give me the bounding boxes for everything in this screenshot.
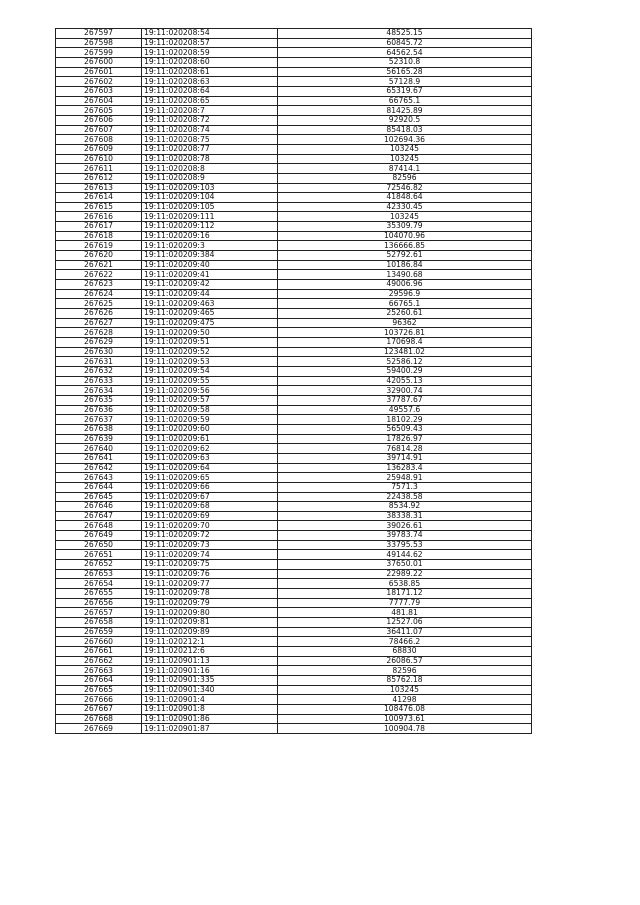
table-row xyxy=(56,144,532,154)
value-cell: 76814.28 xyxy=(278,444,532,454)
value-cell: 52792.61 xyxy=(278,251,532,261)
cadastral-number-cell: 19:11:020901:4 xyxy=(142,695,278,705)
value-cell: 82596 xyxy=(278,173,532,183)
cadastral-number-cell: 19:11:020209:41 xyxy=(142,270,278,280)
row-number-cell: 267669 xyxy=(56,724,142,734)
row-number-cell: 267644 xyxy=(56,482,142,492)
cadastral-number-cell: 19:11:020208:59 xyxy=(142,48,278,58)
value-cell: 60845.72 xyxy=(278,38,532,48)
cadastral-number-cell: 19:11:020208:63 xyxy=(142,77,278,87)
table-row xyxy=(56,511,532,521)
table-row xyxy=(56,473,532,483)
value-cell: 37650.01 xyxy=(278,560,532,570)
cadastral-number-cell: 19:11:020209:73 xyxy=(142,540,278,550)
cadastral-number-cell: 19:11:020209:76 xyxy=(142,569,278,579)
cadastral-number-cell: 19:11:020209:112 xyxy=(142,222,278,232)
value-cell: 136283.4 xyxy=(278,463,532,473)
row-number-cell: 267617 xyxy=(56,222,142,232)
table-row xyxy=(56,193,532,203)
cadastral-number-cell: 19:11:020209:475 xyxy=(142,318,278,328)
cadastral-number-cell: 19:11:020209:62 xyxy=(142,444,278,454)
table-row xyxy=(56,222,532,232)
cadastral-number-cell: 19:11:020209:384 xyxy=(142,251,278,261)
row-number-cell: 267634 xyxy=(56,386,142,396)
row-number-cell: 267605 xyxy=(56,106,142,116)
cadastral-number-cell: 19:11:020209:61 xyxy=(142,434,278,444)
value-cell: 170698.4 xyxy=(278,338,532,348)
cadastral-number-cell: 19:11:020901:8 xyxy=(142,704,278,714)
table-row xyxy=(56,695,532,705)
row-number-cell: 267666 xyxy=(56,695,142,705)
table-row xyxy=(56,492,532,502)
value-cell: 39783.74 xyxy=(278,531,532,541)
value-cell: 36411.07 xyxy=(278,627,532,637)
table-row xyxy=(56,38,532,48)
table-row xyxy=(56,338,532,348)
cadastral-number-cell: 19:11:020901:13 xyxy=(142,656,278,666)
value-cell: 41848.64 xyxy=(278,193,532,203)
row-number-cell: 267625 xyxy=(56,299,142,309)
value-cell: 37787.67 xyxy=(278,395,532,405)
value-cell: 38338.31 xyxy=(278,511,532,521)
row-number-cell: 267600 xyxy=(56,57,142,67)
value-cell: 103245 xyxy=(278,212,532,222)
table-row xyxy=(56,96,532,106)
row-number-cell: 267642 xyxy=(56,463,142,473)
value-cell: 13490.68 xyxy=(278,270,532,280)
value-cell: 42330.45 xyxy=(278,202,532,212)
cadastral-number-cell: 19:11:020209:89 xyxy=(142,627,278,637)
cadastral-number-cell: 19:11:020209:79 xyxy=(142,598,278,608)
table-row xyxy=(56,173,532,183)
row-number-cell: 267664 xyxy=(56,675,142,685)
cadastral-number-cell: 19:11:020208:78 xyxy=(142,154,278,164)
cadastral-number-cell: 19:11:020901:335 xyxy=(142,675,278,685)
value-cell: 26086.57 xyxy=(278,656,532,666)
row-number-cell: 267615 xyxy=(56,202,142,212)
row-number-cell: 267620 xyxy=(56,251,142,261)
row-number-cell: 267602 xyxy=(56,77,142,87)
row-number-cell: 267647 xyxy=(56,511,142,521)
cadastral-number-cell: 19:11:020208:61 xyxy=(142,67,278,77)
row-number-cell: 267668 xyxy=(56,714,142,724)
row-number-cell: 267626 xyxy=(56,309,142,319)
row-number-cell: 267610 xyxy=(56,154,142,164)
table-row xyxy=(56,251,532,261)
cadastral-number-cell: 19:11:020209:81 xyxy=(142,618,278,628)
cadastral-number-cell: 19:11:020209:44 xyxy=(142,289,278,299)
row-number-cell: 267629 xyxy=(56,338,142,348)
value-cell: 136666.85 xyxy=(278,241,532,251)
table-row xyxy=(56,598,532,608)
table-row xyxy=(56,453,532,463)
cadastral-number-cell: 19:11:020209:66 xyxy=(142,482,278,492)
table-row xyxy=(56,685,532,695)
value-cell: 18171.12 xyxy=(278,589,532,599)
value-cell: 49557.6 xyxy=(278,405,532,415)
table-row xyxy=(56,550,532,560)
value-cell: 25948.91 xyxy=(278,473,532,483)
cadastral-number-cell: 19:11:020208:7 xyxy=(142,106,278,116)
value-cell: 42055.13 xyxy=(278,376,532,386)
table-row xyxy=(56,125,532,135)
table-row xyxy=(56,395,532,405)
value-cell: 85762.18 xyxy=(278,675,532,685)
table-row xyxy=(56,647,532,657)
value-cell: 48525.15 xyxy=(278,29,532,39)
table-row xyxy=(56,212,532,222)
value-cell: 18102.29 xyxy=(278,415,532,425)
row-number-cell: 267667 xyxy=(56,704,142,714)
table-row xyxy=(56,29,532,39)
row-number-cell: 267619 xyxy=(56,241,142,251)
row-number-cell: 267597 xyxy=(56,29,142,39)
value-cell: 29596.9 xyxy=(278,289,532,299)
row-number-cell: 267640 xyxy=(56,444,142,454)
table-row xyxy=(56,560,532,570)
row-number-cell: 267632 xyxy=(56,366,142,376)
value-cell: 85418.03 xyxy=(278,125,532,135)
row-number-cell: 267661 xyxy=(56,647,142,657)
row-number-cell: 267618 xyxy=(56,231,142,241)
cadastral-number-cell: 19:11:020209:65 xyxy=(142,473,278,483)
table-row xyxy=(56,531,532,541)
cadastral-number-cell: 19:11:020209:3 xyxy=(142,241,278,251)
table-row xyxy=(56,154,532,164)
table-row xyxy=(56,386,532,396)
value-cell: 78466.2 xyxy=(278,637,532,647)
cadastral-number-cell: 19:11:020209:111 xyxy=(142,212,278,222)
row-number-cell: 267655 xyxy=(56,589,142,599)
value-cell: 33795.53 xyxy=(278,540,532,550)
cadastral-number-cell: 19:11:020209:54 xyxy=(142,366,278,376)
table-row xyxy=(56,579,532,589)
table-row xyxy=(56,434,532,444)
value-cell: 108476.08 xyxy=(278,704,532,714)
table-row xyxy=(56,241,532,251)
cadastral-number-cell: 19:11:020209:52 xyxy=(142,347,278,357)
row-number-cell: 267649 xyxy=(56,531,142,541)
value-cell: 10186.84 xyxy=(278,260,532,270)
row-number-cell: 267654 xyxy=(56,579,142,589)
table-row xyxy=(56,405,532,415)
row-number-cell: 267611 xyxy=(56,164,142,174)
row-number-cell: 267628 xyxy=(56,328,142,338)
table-row xyxy=(56,57,532,67)
row-number-cell: 267663 xyxy=(56,666,142,676)
table-row xyxy=(56,637,532,647)
value-cell: 35309.79 xyxy=(278,222,532,232)
cadastral-number-cell: 19:11:020208:75 xyxy=(142,135,278,145)
row-number-cell: 267608 xyxy=(56,135,142,145)
value-cell: 52310.8 xyxy=(278,57,532,67)
value-cell: 7777.79 xyxy=(278,598,532,608)
row-number-cell: 267603 xyxy=(56,86,142,96)
table-row xyxy=(56,366,532,376)
value-cell: 66765.1 xyxy=(278,96,532,106)
row-number-cell: 267614 xyxy=(56,193,142,203)
cadastral-number-cell: 19:11:020209:104 xyxy=(142,193,278,203)
table-body xyxy=(56,29,532,734)
value-cell: 103245 xyxy=(278,685,532,695)
value-cell: 87414.1 xyxy=(278,164,532,174)
value-cell: 92920.5 xyxy=(278,115,532,125)
table-row xyxy=(56,569,532,579)
cadastral-number-cell: 19:11:020208:9 xyxy=(142,173,278,183)
value-cell: 81425.89 xyxy=(278,106,532,116)
value-cell: 72546.82 xyxy=(278,183,532,193)
cadastral-number-cell: 19:11:020209:57 xyxy=(142,395,278,405)
row-number-cell: 267616 xyxy=(56,212,142,222)
row-number-cell: 267631 xyxy=(56,357,142,367)
cadastral-number-cell: 19:11:020208:57 xyxy=(142,38,278,48)
value-cell: 17826.97 xyxy=(278,434,532,444)
cadastral-number-cell: 19:11:020208:8 xyxy=(142,164,278,174)
row-number-cell: 267653 xyxy=(56,569,142,579)
value-cell: 12527.06 xyxy=(278,618,532,628)
row-number-cell: 267641 xyxy=(56,453,142,463)
row-number-cell: 267665 xyxy=(56,685,142,695)
value-cell: 481.81 xyxy=(278,608,532,618)
cadastral-number-cell: 19:11:020208:77 xyxy=(142,144,278,154)
table-row xyxy=(56,608,532,618)
value-cell: 49144.62 xyxy=(278,550,532,560)
table-row xyxy=(56,347,532,357)
table-row xyxy=(56,424,532,434)
cadastral-number-cell: 19:11:020209:465 xyxy=(142,309,278,319)
cadastral-number-cell: 19:11:020901:16 xyxy=(142,666,278,676)
table-row xyxy=(56,183,532,193)
cadastral-number-cell: 19:11:020208:60 xyxy=(142,57,278,67)
value-cell: 82596 xyxy=(278,666,532,676)
cadastral-number-cell: 19:11:020209:77 xyxy=(142,579,278,589)
value-cell: 100973.61 xyxy=(278,714,532,724)
cadastral-number-cell: 19:11:020209:60 xyxy=(142,424,278,434)
table-row xyxy=(56,67,532,77)
row-number-cell: 267648 xyxy=(56,521,142,531)
table-row xyxy=(56,299,532,309)
table-row xyxy=(56,289,532,299)
cadastral-number-cell: 19:11:020209:463 xyxy=(142,299,278,309)
table-row xyxy=(56,540,532,550)
table-row xyxy=(56,627,532,637)
cadastral-number-cell: 19:11:020209:72 xyxy=(142,531,278,541)
cadastral-number-cell: 19:11:020209:51 xyxy=(142,338,278,348)
table-row xyxy=(56,482,532,492)
cadastral-number-cell: 19:11:020208:64 xyxy=(142,86,278,96)
value-cell: 49006.96 xyxy=(278,280,532,290)
row-number-cell: 267623 xyxy=(56,280,142,290)
table-row xyxy=(56,231,532,241)
row-number-cell: 267643 xyxy=(56,473,142,483)
table-row xyxy=(56,521,532,531)
value-cell: 57128.9 xyxy=(278,77,532,87)
row-number-cell: 267652 xyxy=(56,560,142,570)
table-row xyxy=(56,202,532,212)
row-number-cell: 267635 xyxy=(56,395,142,405)
value-cell: 8534.92 xyxy=(278,502,532,512)
cadastral-number-cell: 19:11:020212:1 xyxy=(142,637,278,647)
row-number-cell: 267646 xyxy=(56,502,142,512)
value-cell: 100904.78 xyxy=(278,724,532,734)
row-number-cell: 267606 xyxy=(56,115,142,125)
table-row xyxy=(56,164,532,174)
value-cell: 56509.43 xyxy=(278,424,532,434)
cadastral-number-cell: 19:11:020209:40 xyxy=(142,260,278,270)
table-row xyxy=(56,656,532,666)
table-row xyxy=(56,463,532,473)
row-number-cell: 267662 xyxy=(56,656,142,666)
cadastral-number-cell: 19:11:020209:75 xyxy=(142,560,278,570)
cadastral-number-cell: 19:11:020209:70 xyxy=(142,521,278,531)
cadastral-number-cell: 19:11:020209:58 xyxy=(142,405,278,415)
cadastral-number-cell: 19:11:020209:63 xyxy=(142,453,278,463)
value-cell: 104070.96 xyxy=(278,231,532,241)
value-cell: 22438.58 xyxy=(278,492,532,502)
row-number-cell: 267609 xyxy=(56,144,142,154)
value-cell: 68830 xyxy=(278,647,532,657)
row-number-cell: 267624 xyxy=(56,289,142,299)
cadastral-number-cell: 19:11:020209:78 xyxy=(142,589,278,599)
value-cell: 32900.74 xyxy=(278,386,532,396)
row-number-cell: 267660 xyxy=(56,637,142,647)
table-row xyxy=(56,86,532,96)
cadastral-number-cell: 19:11:020209:103 xyxy=(142,183,278,193)
value-cell: 59400.29 xyxy=(278,366,532,376)
cadastral-value-table xyxy=(55,28,532,734)
cadastral-number-cell: 19:11:020209:59 xyxy=(142,415,278,425)
cadastral-number-cell: 19:11:020208:74 xyxy=(142,125,278,135)
table-row xyxy=(56,675,532,685)
cadastral-number-cell: 19:11:020901:86 xyxy=(142,714,278,724)
table-row xyxy=(56,115,532,125)
cadastral-number-cell: 19:11:020209:55 xyxy=(142,376,278,386)
row-number-cell: 267613 xyxy=(56,183,142,193)
table-row xyxy=(56,280,532,290)
value-cell: 103245 xyxy=(278,154,532,164)
value-cell: 96362 xyxy=(278,318,532,328)
cadastral-number-cell: 19:11:020208:72 xyxy=(142,115,278,125)
row-number-cell: 267630 xyxy=(56,347,142,357)
table-row xyxy=(56,309,532,319)
row-number-cell: 267638 xyxy=(56,424,142,434)
cadastral-number-cell: 19:11:020212:6 xyxy=(142,647,278,657)
row-number-cell: 267659 xyxy=(56,627,142,637)
value-cell: 7571.3 xyxy=(278,482,532,492)
row-number-cell: 267604 xyxy=(56,96,142,106)
row-number-cell: 267657 xyxy=(56,608,142,618)
table-row xyxy=(56,260,532,270)
table-row xyxy=(56,589,532,599)
value-cell: 103245 xyxy=(278,144,532,154)
cadastral-number-cell: 19:11:020209:105 xyxy=(142,202,278,212)
value-cell: 66765.1 xyxy=(278,299,532,309)
value-cell: 65319.67 xyxy=(278,86,532,96)
value-cell: 39026.61 xyxy=(278,521,532,531)
cadastral-number-cell: 19:11:020209:80 xyxy=(142,608,278,618)
table-row xyxy=(56,618,532,628)
row-number-cell: 267599 xyxy=(56,48,142,58)
cadastral-number-cell: 19:11:020209:64 xyxy=(142,463,278,473)
cadastral-number-cell: 19:11:020209:67 xyxy=(142,492,278,502)
table-row xyxy=(56,328,532,338)
cadastral-number-cell: 19:11:020901:87 xyxy=(142,724,278,734)
table-row xyxy=(56,444,532,454)
table-row xyxy=(56,376,532,386)
value-cell: 123481.02 xyxy=(278,347,532,357)
table-row xyxy=(56,77,532,87)
value-cell: 22989.22 xyxy=(278,569,532,579)
table-row xyxy=(56,415,532,425)
row-number-cell: 267622 xyxy=(56,270,142,280)
value-cell: 52586.12 xyxy=(278,357,532,367)
value-cell: 25260.61 xyxy=(278,309,532,319)
table-row xyxy=(56,502,532,512)
cadastral-number-cell: 19:11:020901:340 xyxy=(142,685,278,695)
cadastral-number-cell: 19:11:020209:68 xyxy=(142,502,278,512)
cadastral-number-cell: 19:11:020209:42 xyxy=(142,280,278,290)
row-number-cell: 267633 xyxy=(56,376,142,386)
cadastral-number-cell: 19:11:020209:16 xyxy=(142,231,278,241)
cadastral-number-cell: 19:11:020209:50 xyxy=(142,328,278,338)
row-number-cell: 267601 xyxy=(56,67,142,77)
row-number-cell: 267656 xyxy=(56,598,142,608)
row-number-cell: 267621 xyxy=(56,260,142,270)
table-row xyxy=(56,48,532,58)
row-number-cell: 267639 xyxy=(56,434,142,444)
table-row xyxy=(56,106,532,116)
cadastral-number-cell: 19:11:020208:54 xyxy=(142,29,278,39)
row-number-cell: 267612 xyxy=(56,173,142,183)
table-row xyxy=(56,135,532,145)
value-cell: 6538.85 xyxy=(278,579,532,589)
row-number-cell: 267650 xyxy=(56,540,142,550)
value-cell: 39714.91 xyxy=(278,453,532,463)
cadastral-number-cell: 19:11:020208:65 xyxy=(142,96,278,106)
cadastral-number-cell: 19:11:020209:53 xyxy=(142,357,278,367)
row-number-cell: 267598 xyxy=(56,38,142,48)
row-number-cell: 267607 xyxy=(56,125,142,135)
row-number-cell: 267658 xyxy=(56,618,142,628)
row-number-cell: 267637 xyxy=(56,415,142,425)
cadastral-number-cell: 19:11:020209:74 xyxy=(142,550,278,560)
value-cell: 56165.28 xyxy=(278,67,532,77)
table-row xyxy=(56,318,532,328)
row-number-cell: 267627 xyxy=(56,318,142,328)
value-cell: 64562.54 xyxy=(278,48,532,58)
cadastral-number-cell: 19:11:020209:69 xyxy=(142,511,278,521)
value-cell: 103726.81 xyxy=(278,328,532,338)
value-cell: 41298 xyxy=(278,695,532,705)
row-number-cell: 267645 xyxy=(56,492,142,502)
table-row xyxy=(56,270,532,280)
table-row xyxy=(56,724,532,734)
row-number-cell: 267651 xyxy=(56,550,142,560)
row-number-cell: 267636 xyxy=(56,405,142,415)
cadastral-number-cell: 19:11:020209:56 xyxy=(142,386,278,396)
table-row xyxy=(56,704,532,714)
table-row xyxy=(56,714,532,724)
value-cell: 102694.36 xyxy=(278,135,532,145)
table-row xyxy=(56,357,532,367)
table-row xyxy=(56,666,532,676)
